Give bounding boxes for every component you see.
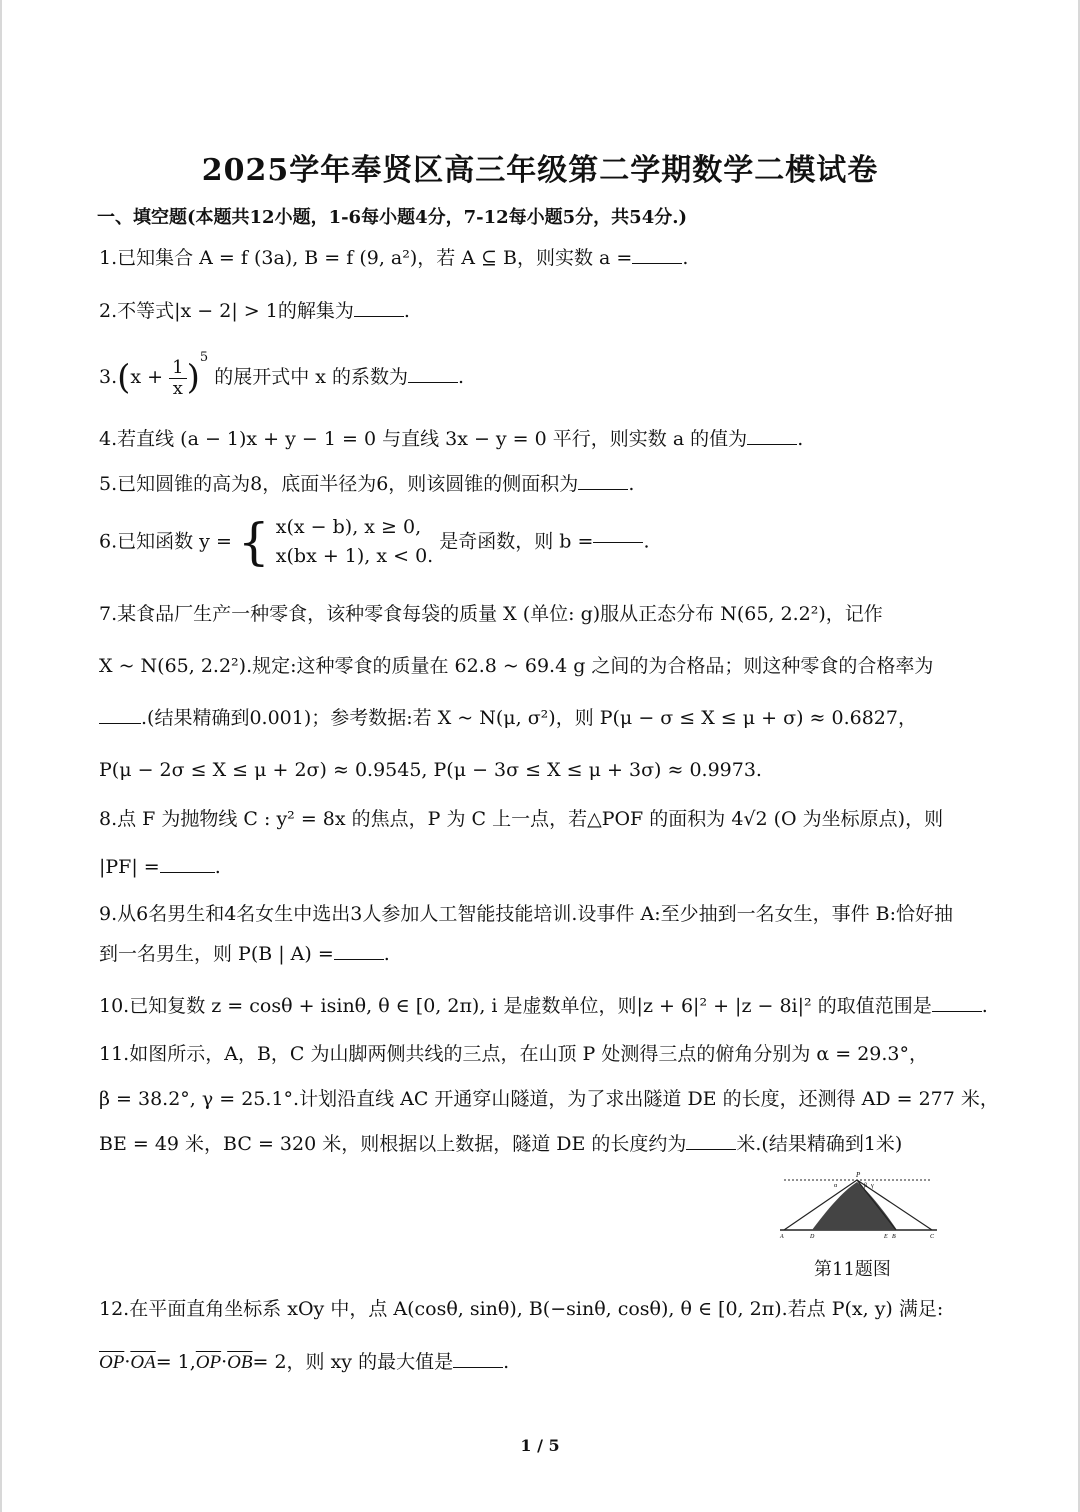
label-p: P — [856, 1171, 861, 1179]
piecewise-cases — [276, 513, 433, 572]
question-9-line-1: 9.从6名男生和4名女生中选出3人参加人工智能技能培训.设事件 A:至少抽到一名女生，事件 B:恰好抽 — [99, 903, 954, 925]
mountain-tunnel-figure — [772, 1170, 942, 1240]
question-12-line-1: 12.在平面直角坐标系 xOy 中，点 A(cosθ, sinθ), B(−sinθ, cosθ), θ ∈ [0, 2π).若点 P(x, y) 满足: — [99, 1298, 944, 1320]
figure-caption: 第11题图 — [814, 1259, 891, 1280]
vector-ob: $\overline{OB}$ — [227, 1352, 253, 1373]
dot-operator-2: · — [221, 1351, 228, 1373]
answer-blank — [453, 1367, 503, 1368]
fraction — [169, 358, 186, 399]
answer-blank — [593, 542, 643, 543]
question-6-text: 6.已知函数 y = — [99, 530, 232, 553]
question-2-end: . — [403, 300, 410, 322]
fraction-numerator: 1 — [169, 358, 186, 379]
question-12-text: = 2，则 xy 的最大值是 — [252, 1351, 454, 1373]
question-10-text: 10.已知复数 z = cosθ + isinθ, θ ∈ [0, 2π), i 是虚数单位，则|z + 6|² + |z − 8i|² 的取值范围是 — [99, 995, 932, 1017]
label-a: A — [780, 1234, 784, 1240]
vector-oa: $\overline{OA}$ — [130, 1352, 156, 1373]
question-6 — [99, 512, 649, 572]
label-beta: β — [864, 1183, 868, 1189]
question-10 — [99, 995, 988, 1018]
mountain-shape — [812, 1182, 897, 1230]
question-11-line-3 — [99, 1133, 902, 1156]
question-3-number: 3. — [99, 366, 118, 388]
question-12-line-2 — [99, 1351, 509, 1375]
question-9-line-2 — [99, 943, 390, 966]
case-2: x(bx + 1), x < 0. — [275, 545, 434, 567]
answer-blank — [747, 444, 797, 445]
question-1-end: . — [682, 247, 689, 269]
exponent: 5 — [199, 350, 209, 365]
question-3-end: . — [457, 366, 465, 388]
question-8-text: |PF| = — [99, 856, 160, 878]
right-paren: ) — [186, 357, 200, 398]
question-4-end: . — [797, 428, 804, 450]
left-paren: ( — [117, 357, 131, 398]
question-7-line-4: P(μ − 2σ ≤ X ≤ μ + 2σ) ≈ 0.9545, P(μ − 3σ ≤ X ≤ μ + 3σ) ≈ 0.9973. — [99, 759, 762, 781]
question-2-text: 2.不等式|x − 2| > 1的解集为 — [99, 300, 354, 322]
question-3-text: 的展开式中 x 的系数为 — [214, 366, 408, 388]
answer-blank — [686, 1149, 736, 1150]
page-number: 1 / 5 — [520, 1436, 560, 1455]
question-1-text: 1.已知集合 A = f (3a), B = f (9, a²)，若 A ⊆ B，则实数 a = — [99, 247, 633, 269]
question-3 — [99, 350, 464, 398]
answer-blank — [334, 959, 384, 960]
answer-blank — [99, 723, 141, 724]
answer-blank — [160, 872, 215, 873]
question-9-end: . — [383, 943, 390, 965]
question-11-line-1: 11.如图所示，A，B，C 为山脚两侧共线的三点，在山顶 P 处测得三点的俯角分别为 α = 29.3°， — [99, 1043, 929, 1065]
exam-title: 2025学年奉贤区高三年级第二学期数学二模试卷 — [201, 153, 879, 188]
question-7-line-3 — [99, 707, 917, 730]
label-gamma: γ — [871, 1183, 874, 1189]
question-4 — [99, 428, 803, 451]
question-7-line-2: X ~ N(65, 2.2²).规定:这种零食的质量在 62.8 ~ 69.4 g 之间的为合格品；则这种零食的合格率为 — [99, 655, 934, 677]
question-8-line-2 — [99, 856, 221, 879]
question-3-expr: x + — [130, 366, 164, 388]
case-1: x(x − b), x ≥ 0, — [275, 515, 422, 538]
question-8-line-1: 8.点 F 为抛物线 C : y² = 8x 的焦点，P 为 C 上一点，若△POF 的面积为 4√2 (O 为坐标原点)，则 — [99, 808, 944, 830]
label-e: E — [884, 1234, 888, 1240]
question-11-line-2: β = 38.2°, γ = 25.1°.计划沿直线 AC 开通穿山隧道，为了求出隧道 DE 的长度，还测得 AD = 277 米， — [99, 1088, 999, 1110]
equation-1-rhs: = 1, — [155, 1351, 196, 1373]
answer-blank — [632, 263, 682, 264]
label-b: B — [892, 1234, 896, 1240]
section-header-fill-in: 一、填空题(本题共12小题，1-6每小题4分，7-12每小题5分，共54分.) — [97, 207, 688, 228]
question-9-text: 到一名男生，则 P(B | A) = — [99, 943, 334, 965]
question-8-end: . — [214, 856, 221, 878]
answer-blank — [932, 1011, 982, 1012]
question-11-text-end: 米.(结果精确到1米) — [736, 1133, 903, 1155]
question-2 — [99, 300, 410, 323]
question-7-line-1: 7.某食品厂生产一种零食，该种零食每袋的质量 X (单位: g)服从正态分布 N(65, 2.2²)，记作 — [99, 603, 883, 625]
label-d: D — [810, 1234, 815, 1240]
question-10-end: . — [981, 995, 988, 1017]
question-6-end: . — [643, 530, 650, 553]
answer-blank — [408, 382, 458, 383]
question-7-line-3-text: .(结果精确到0.001)；参考数据:若 X ~ N(μ, σ²)，则 P(μ − σ ≤ X ≤ μ + σ) ≈ 0.6827， — [141, 707, 917, 729]
question-11-text: BE = 49 米，BC = 320 米，则根据以上数据，隧道 DE 的长度约为 — [99, 1133, 687, 1155]
answer-blank — [578, 489, 628, 490]
fraction-denominator: x — [172, 377, 183, 399]
vector-op-2: $\overline{OP}$ — [195, 1352, 222, 1373]
dot-operator: · — [124, 1351, 131, 1373]
question-4-text: 4.若直线 (a − 1)x + y − 1 = 0 与直线 3x − y = 0 平行，则实数 a 的值为 — [99, 428, 748, 450]
question-1 — [99, 247, 688, 270]
question-5 — [99, 473, 634, 496]
label-alpha: α — [834, 1183, 838, 1189]
question-6-text-2: 是奇函数，则 b = — [439, 530, 594, 553]
vector-op: $\overline{OP}$ — [99, 1352, 125, 1373]
answer-blank — [354, 316, 404, 317]
question-12-end: . — [503, 1351, 510, 1373]
label-c: C — [930, 1234, 935, 1240]
question-5-text: 5.已知圆锥的高为8，底面半径为6，则该圆锥的侧面积为 — [99, 473, 579, 495]
left-brace: { — [237, 513, 270, 571]
question-5-end: . — [628, 473, 635, 495]
